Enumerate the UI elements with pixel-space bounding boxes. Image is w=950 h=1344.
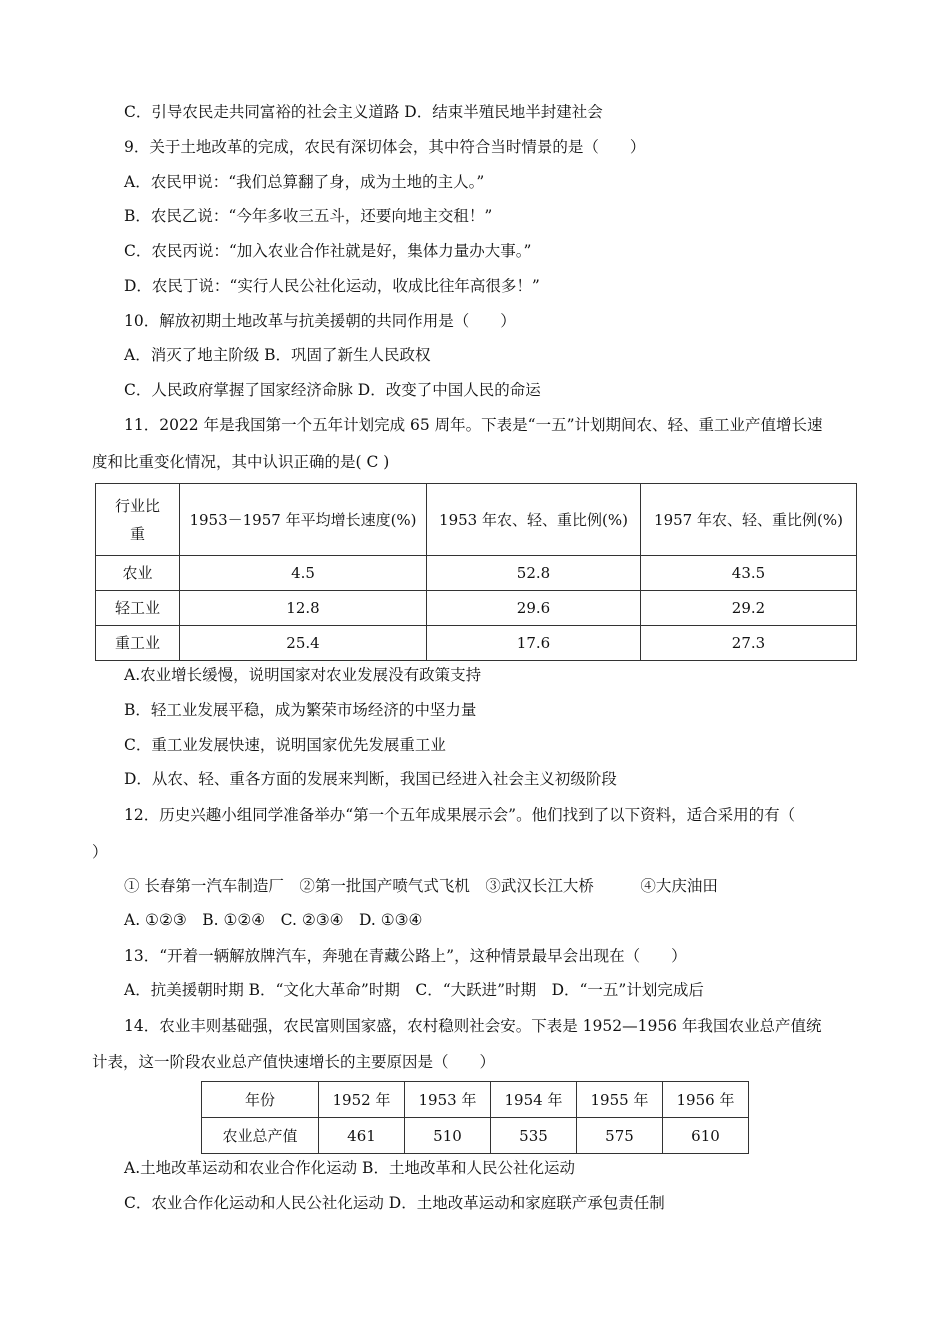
table-cell: 52.8: [427, 556, 641, 591]
table-cell: 1952 年: [319, 1082, 405, 1118]
q10-options-ab: A．消灭了地主阶级 B．巩固了新生人民政权: [124, 346, 431, 364]
table-cell: 610: [663, 1118, 749, 1154]
q9-option-a: A．农民甲说：“我们总算翻了身，成为土地的主人。”: [124, 173, 485, 191]
table-cell: 29.6: [427, 591, 641, 626]
table-cell: 1955 年: [577, 1082, 663, 1118]
table-cell: 27.3: [641, 626, 857, 661]
agriculture-output-table: [201, 1081, 749, 1154]
header-cell-industry-line1: 行业比: [114, 496, 160, 515]
q11-option-d: D．从农、轻、重各方面的发展来判断，我国已经进入社会主义初级阶段: [124, 770, 617, 788]
q13-stem: 13．“开着一辆解放牌汽车，奔驰在青藏公路上”，这种情景最早会出现在（ ）: [124, 947, 687, 965]
q10-options-cd: C．人民政府掌握了国家经济命脉 D．改变了中国人民的命运: [124, 381, 541, 399]
q9-stem: 9．关于土地改革的完成，农民有深切体会，其中符合当时情景的是（ ）: [124, 138, 646, 156]
q9-option-d: D．农民丁说：“实行人民公社化运动，收成比往年高很多！”: [124, 277, 540, 295]
header-cell-1957-ratio: 1957 年农、轻、重比例(%): [641, 484, 857, 556]
q8-options-cd: C．引导农民走共同富裕的社会主义道路 D．结束半殖民地半封建社会: [124, 103, 603, 121]
table-row: [96, 591, 857, 626]
table-cell: 1956 年: [663, 1082, 749, 1118]
q14-stem-line2: 计表，这一阶段农业总产值快速增长的主要原因是（ ）: [92, 1053, 496, 1071]
q9-option-c: C．农民丙说：“加入农业合作社就是好，集体力量办大事。”: [124, 242, 532, 260]
table-cell: 12.8: [180, 591, 427, 626]
table-header-row: [96, 484, 857, 556]
table-cell: 43.5: [641, 556, 857, 591]
q14-options-cd: C．农业合作化运动和人民公社化运动 D．土地改革运动和家庭联产承包责任制: [124, 1194, 665, 1212]
q9-option-b: B．农民乙说：“今年多收三五斗，还要向地主交租！”: [124, 207, 493, 225]
table-cell: 重工业: [96, 626, 180, 661]
table-header-row: [202, 1082, 749, 1118]
table-row: [202, 1118, 749, 1154]
table-cell: 25.4: [180, 626, 427, 661]
table-cell: 575: [577, 1118, 663, 1154]
table-cell: 农业: [96, 556, 180, 591]
header-cell-industry-line2: 重: [129, 524, 145, 543]
q12-options: A. ①②③ B. ①②④ C. ②③④ D. ①③④: [124, 911, 423, 929]
q10-stem: 10．解放初期土地改革与抗美援朝的共同作用是（ ）: [124, 312, 516, 330]
table-cell: 1953 年: [405, 1082, 491, 1118]
table-row: [96, 626, 857, 661]
q11-stem-line2: 度和比重变化情况，其中认识正确的是( C ): [92, 453, 390, 471]
table-cell: 农业总产值: [202, 1118, 319, 1154]
table-row: [96, 556, 857, 591]
table-cell: 535: [491, 1118, 577, 1154]
q14-stem-line1: 14．农业丰则基础强，农民富则国家盛，农村稳则社会安。下表是 1952—1956 年我国农业总产值统: [124, 1017, 822, 1035]
table-cell: 29.2: [641, 591, 857, 626]
table-cell: 17.6: [427, 626, 641, 661]
table-cell: 年份: [202, 1082, 319, 1118]
q12-stem-line2: ）: [92, 843, 108, 861]
table-cell: 轻工业: [96, 591, 180, 626]
q14-options-ab: A.土地改革运动和农业合作化运动 B．土地改革和人民公社化运动: [124, 1159, 575, 1177]
q13-options: A．抗美援朝时期 B．“文化大革命”时期 C．“大跃进”时期 D．“一五”计划完成后: [124, 981, 704, 999]
q11-option-c: C．重工业发展快速，说明国家优先发展重工业: [124, 736, 446, 754]
q12-stem-line1: 12．历史兴趣小组同学准备举办“第一个五年成果展示会”。他们找到了以下资料，适合采用的有（: [124, 806, 796, 824]
table-cell: 461: [319, 1118, 405, 1154]
q11-stem-line1: 11．2022 年是我国第一个五年计划完成 65 周年。下表是“一五”计划期间农、轻、重工业产值增长速: [124, 416, 823, 434]
q11-option-a: A.农业增长缓慢，说明国家对农业发展没有政策支持: [124, 666, 482, 684]
table-cell: 510: [405, 1118, 491, 1154]
industry-growth-table: [95, 483, 857, 661]
q11-option-b: B．轻工业发展平稳，成为繁荣市场经济的中坚力量: [124, 701, 477, 719]
header-cell-industry: [96, 484, 180, 556]
table-cell: 4.5: [180, 556, 427, 591]
header-cell-1953-ratio: 1953 年农、轻、重比例(%): [427, 484, 641, 556]
q12-materials: ① 长春第一汽车制造厂 ②第一批国产喷气式飞机 ③武汉长江大桥 ④大庆油田: [124, 877, 718, 895]
header-cell-growth: 1953－1957 年平均增长速度(%): [180, 484, 427, 556]
table-cell: 1954 年: [491, 1082, 577, 1118]
